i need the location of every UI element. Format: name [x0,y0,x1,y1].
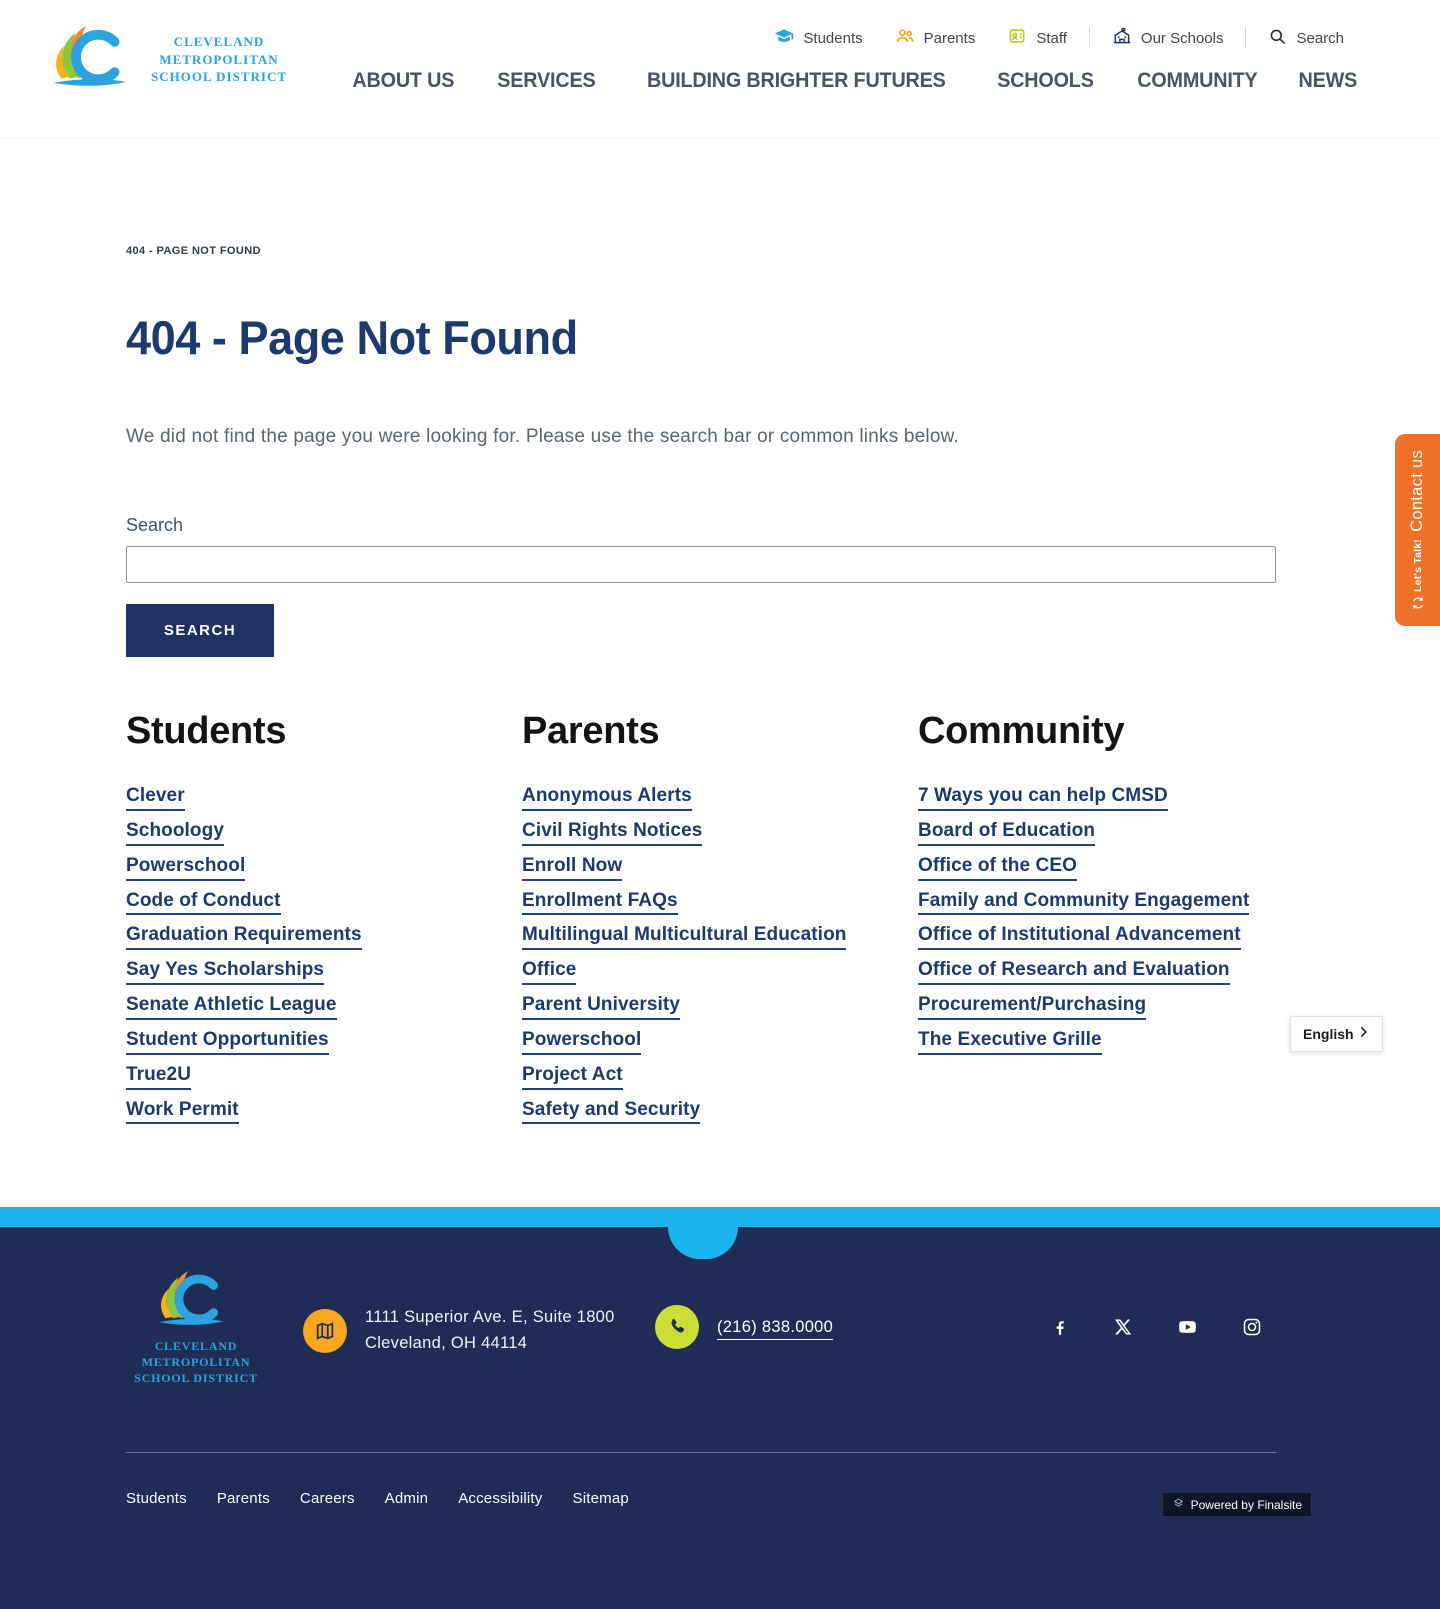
column-heading-parents: Parents [522,710,660,752]
lets-talk-label: Let's Talk! [1411,539,1424,592]
list-item [522,994,918,1020]
nav-schools[interactable]: SCHOOLS [996,68,1094,92]
footer-link-sitemap[interactable]: Sitemap [572,1490,629,1507]
utility-nav-label: Staff [1036,29,1067,47]
link-7-ways-help-cmsd[interactable]: 7 Ways you can help CMSD [918,785,1168,811]
facebook-icon[interactable] [1050,1317,1070,1337]
link-student-opportunities[interactable]: Student Opportunities [126,1029,329,1055]
contact-us-label: Contact us [1408,450,1426,532]
utility-nav-parents[interactable] [879,26,992,50]
list-item [918,924,1314,950]
map-icon [303,1309,347,1353]
list-item [918,994,1314,1020]
powered-by-finalsite-badge[interactable] [1162,1492,1312,1517]
contact-us-tab[interactable] [1395,434,1440,626]
parents-links [522,785,918,1124]
instagram-icon[interactable] [1242,1317,1262,1337]
language-selector-label: English [1303,1026,1354,1042]
district-logo[interactable] [46,18,287,101]
list-item [522,855,918,881]
footer-link-students[interactable]: Students [126,1490,187,1507]
site-header [0,0,1440,137]
site-footer [0,1227,1440,1609]
footer-district-logo[interactable] [126,1265,266,1387]
link-code-of-conduct[interactable]: Code of Conduct [126,890,281,916]
footer-phone-group [655,1305,833,1349]
nav-building-brighter-futures[interactable]: BUILDING BRIGHTER FUTURES [646,68,946,92]
link-office-of-the-ceo[interactable]: Office of the CEO [918,855,1077,881]
finalsite-icon [1172,1497,1185,1513]
list-item [522,924,918,950]
link-project-act[interactable]: Project Act [522,1064,623,1090]
link-powerschool[interactable]: Powerschool [126,855,245,881]
list-item [918,959,1314,985]
utility-nav-label: Parents [923,29,976,47]
id-badge-icon [1007,26,1027,50]
list-item [918,785,1314,811]
search-label: Search [126,515,184,535]
utility-nav [758,26,1360,50]
link-office[interactable]: Office [522,959,576,985]
list-item [126,959,522,985]
link-work-permit[interactable]: Work Permit [126,1099,239,1125]
page-title: 404 - Page Not Found [126,311,578,364]
parents-column [522,710,918,1133]
list-item [126,1099,522,1125]
utility-nav-search[interactable] [1252,27,1360,50]
footer-district-logo-text: CLEVELAND METROPOLITAN SCHOOL DISTRICT [134,1339,258,1386]
district-logo-icon [152,1265,240,1338]
footer-phone [717,1318,833,1337]
nav-community[interactable]: COMMUNITY [1136,68,1258,92]
link-office-research-evaluation[interactable]: Office of Research and Evaluation [918,959,1230,985]
link-the-executive-grille[interactable]: The Executive Grille [918,1029,1102,1055]
quick-links-columns [126,710,1316,1133]
students-column [126,710,522,1133]
phone-icon [655,1305,699,1349]
footer-bottom-links [126,1490,629,1507]
link-true2u[interactable]: True2U [126,1064,191,1090]
nav-news[interactable]: NEWS [1298,68,1358,92]
list-item [918,890,1314,916]
column-heading-community: Community [918,710,1125,752]
list-item [126,1029,522,1055]
main-nav [348,68,1360,93]
list-item [918,820,1314,846]
link-graduation-requirements[interactable]: Graduation Requirements [126,924,362,950]
link-procurement-purchasing[interactable]: Procurement/Purchasing [918,994,1146,1020]
list-item [126,820,522,846]
nav-about-us[interactable]: ABOUT US [352,68,455,92]
list-item [126,890,522,916]
school-building-icon [1112,26,1132,50]
list-item [522,1064,918,1090]
link-safety-and-security[interactable]: Safety and Security [522,1099,700,1125]
utility-nav-students[interactable] [758,26,878,50]
footer-accent-band [0,1207,1440,1227]
community-column [918,710,1314,1133]
search-icon [1268,27,1287,50]
link-powerschool-parents[interactable]: Powerschool [522,1029,641,1055]
parents-icon [895,26,915,50]
link-clever[interactable]: Clever [126,785,185,811]
phone-link[interactable]: (216) 838.0000 [717,1318,833,1340]
footer-divider [126,1452,1276,1453]
utility-nav-label: Our Schools [1140,29,1224,47]
utility-nav-divider [1089,27,1090,49]
lets-talk-icon [1410,595,1426,616]
search-button[interactable]: SEARCH [126,604,274,657]
list-item [126,1064,522,1090]
utility-nav-staff[interactable] [991,26,1083,50]
list-item [522,1029,918,1055]
link-board-of-education[interactable]: Board of Education [918,820,1095,846]
column-heading-students: Students [126,710,287,752]
list-item [918,855,1314,881]
list-item [126,924,522,950]
link-anonymous-alerts[interactable]: Anonymous Alerts [522,785,692,811]
footer-link-parents[interactable]: Parents [216,1490,270,1507]
chevron-right-icon [1356,1025,1370,1044]
footer-link-accessibility[interactable]: Accessibility [458,1490,543,1507]
footer-social-icons [1050,1317,1262,1337]
list-item [126,855,522,881]
list-item [522,820,918,846]
list-item [522,785,918,811]
list-item [522,959,918,985]
list-item [126,785,522,811]
link-senate-athletic-league[interactable]: Senate Athletic League [126,994,337,1020]
link-schoology[interactable]: Schoology [126,820,224,846]
not-found-message: We did not find the page you were looking for. Please use the search bar or common links below. [126,426,959,447]
list-item [126,994,522,1020]
footer-link-careers[interactable]: Careers [299,1490,355,1507]
search-block [126,515,1276,657]
lets-talk-group [1410,539,1426,616]
link-enrollment-faqs[interactable]: Enrollment FAQs [522,890,678,916]
link-civil-rights-notices[interactable]: Civil Rights Notices [522,820,702,846]
link-office-institutional-advancement[interactable]: Office of Institutional Advancement [918,924,1241,950]
footer-link-admin[interactable]: Admin [384,1490,429,1507]
district-logo-icon [46,18,144,101]
breadcrumb: 404 - PAGE NOT FOUND [126,245,261,257]
footer-address-group [303,1305,615,1356]
nav-services[interactable]: SERVICES [497,68,596,92]
students-links [126,785,522,1124]
youtube-icon[interactable] [1176,1317,1199,1337]
utility-nav-label: Search [1296,29,1344,47]
district-logo-text: CLEVELAND METROPOLITAN SCHOOL DISTRICT [151,34,288,85]
search-input[interactable] [126,546,1276,583]
utility-nav-our-schools[interactable] [1096,26,1240,50]
link-family-community-engagement[interactable]: Family and Community Engagement [918,890,1249,916]
link-multilingual-multicultural-education[interactable]: Multilingual Multicultural Education [522,924,846,950]
utility-nav-divider [1245,27,1246,49]
community-links [918,785,1314,1055]
graduation-cap-icon [774,26,794,50]
x-twitter-icon[interactable] [1113,1317,1133,1337]
list-item [522,1099,918,1125]
list-item [522,890,918,916]
link-parent-university[interactable]: Parent University [522,994,680,1020]
link-enroll-now[interactable]: Enroll Now [522,855,622,881]
utility-nav-label: Students [803,29,863,47]
footer-address: 1111 Superior Ave. E, Suite 1800 Cleveland, OH 44114 [365,1308,615,1352]
powered-by-label: Powered by Finalsite [1190,1497,1302,1512]
link-say-yes-scholarships[interactable]: Say Yes Scholarships [126,959,324,985]
language-selector[interactable] [1290,1016,1383,1052]
list-item [918,1029,1314,1055]
